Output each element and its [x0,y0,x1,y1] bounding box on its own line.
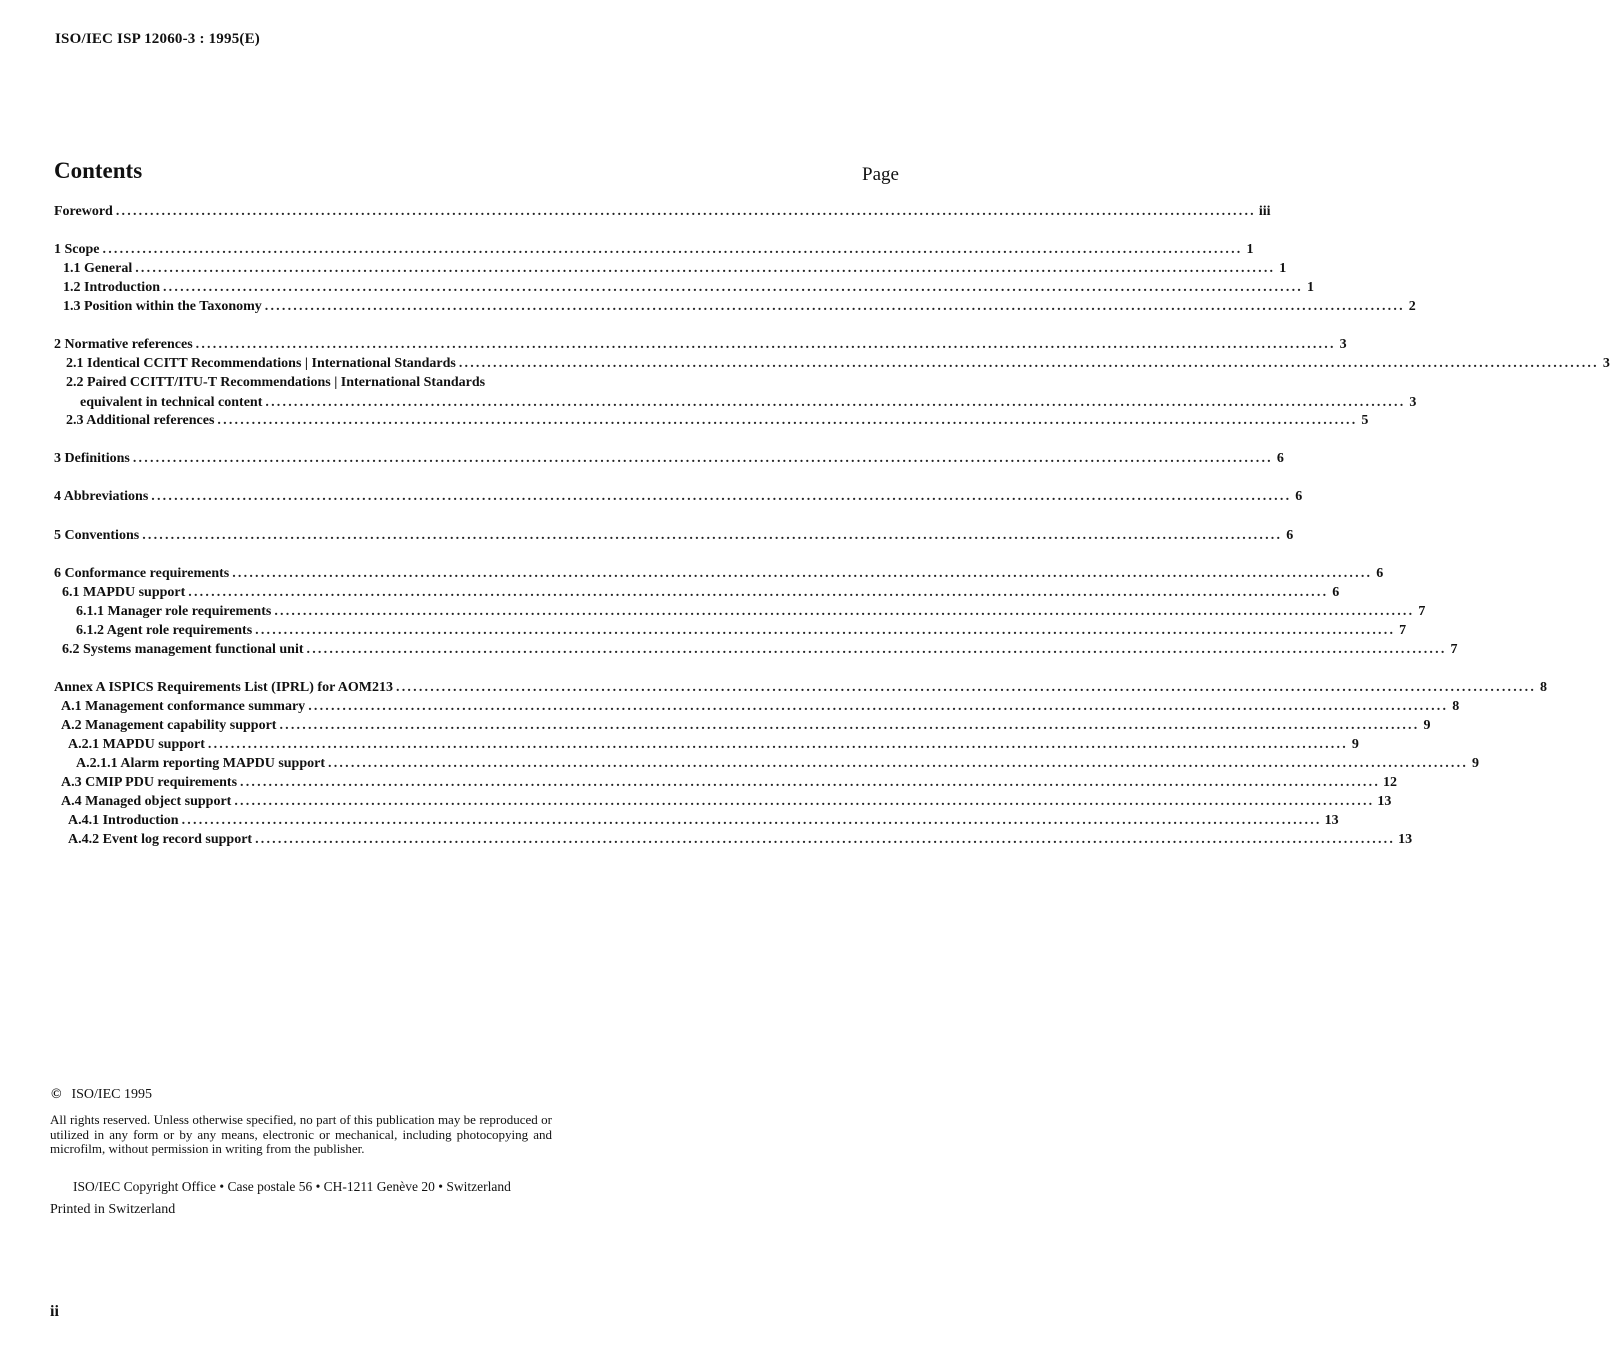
toc-entry-label: 6.1 MAPDU support [62,585,186,600]
toc-entry-page: 6 [1295,489,1303,504]
dot-leader: ........................................................................................................................................................................................................ [195,337,1336,352]
toc-entry-page: 1 [1306,280,1314,295]
dot-leader: ........................................................................................................................................................................................................ [265,395,1406,410]
toc-entry[interactable] [76,604,1426,623]
toc-entry-label: A.2.1.1 Alarm reporting MAPDU support [76,756,326,771]
dot-leader: ........................................................................................................................................................................................................ [188,585,1329,600]
toc-entry[interactable] [54,489,1303,508]
toc-entry-label: 3 Definitions [54,451,130,466]
dot-leader: ........................................................................................................................................................................................................ [181,813,1322,828]
toc-entry-page: 2 [1408,299,1416,314]
toc-entry[interactable] [68,737,1359,756]
toc-entry-page: 1 [1279,261,1287,276]
toc-entry[interactable] [54,566,1384,585]
toc-entry[interactable] [76,756,1480,775]
toc-entry[interactable] [54,451,1284,470]
toc-entry[interactable] [54,528,1294,547]
toc-entry[interactable] [54,680,1548,699]
toc-entry-label: A.2 Management capability support [61,718,277,733]
toc-entry-page: 9 [1351,737,1359,752]
toc-entry-page: 3 [1409,395,1417,410]
dot-leader: ........................................................................................................................................................................................................ [151,489,1292,504]
toc-entry-page: 9 [1472,756,1480,771]
toc-entry-label: A.1 Management conformance summary [61,699,306,714]
toc-entry[interactable] [76,623,1407,642]
toc-entry[interactable] [61,699,1460,718]
toc-entry[interactable] [54,242,1254,261]
toc-entry-label: 2 Normative references [54,337,193,352]
dot-leader: ........................................................................................................................................................................................................ [102,242,1243,257]
dot-leader: ........................................................................................................................................................................................................ [279,718,1420,733]
toc-entry-page: 7 [1418,604,1426,619]
toc-entry-label: 2.1 Identical CCITT Recommendations | International Standards [66,356,456,371]
dot-leader: ........................................................................................................................................................................................................ [240,775,1381,790]
toc-entry[interactable] [63,261,1287,280]
dot-leader: ........................................................................................................................................................................................................ [328,756,1469,771]
dot-leader: ........................................................................................................................................................................................................ [264,299,1405,314]
page-column-label: Page [862,164,899,185]
toc-entry[interactable] [66,375,898,394]
toc-entry-page: 6 [1376,566,1384,581]
toc-entry[interactable] [66,356,1610,375]
toc-entry[interactable] [62,585,1340,604]
dot-leader: ........................................................................................................................................................................................................ [132,451,1273,466]
toc-entry[interactable] [54,204,1271,223]
copyright-text: ISO/IEC 1995 [71,1087,152,1102]
toc-entry[interactable] [61,794,1392,813]
dot-leader: ........................................................................................................................................................................................................ [135,261,1276,276]
printed-in: Printed in Switzerland [50,1202,176,1217]
toc-entry-page: 13 [1324,813,1339,828]
toc-entry-label: equivalent in technical content [80,395,263,410]
toc-entry[interactable] [63,299,1416,318]
dot-leader: ........................................................................................................................................................................................................ [162,280,1303,295]
page-number: ii [50,1303,59,1320]
dot-leader: ........................................................................................................................................................................................................ [234,794,1375,809]
toc-entry-page: 1 [1246,242,1254,257]
toc-entry[interactable] [68,813,1339,832]
dot-leader: ........................................................................................................................................................................................................ [115,204,1256,219]
dot-leader: ........................................................................................................................................................................................................ [458,356,1599,371]
copyright-icon: © [51,1087,62,1102]
toc-entry[interactable] [61,718,1431,737]
toc-entry-page: 6 [1276,451,1284,466]
toc-entry-label: A.4.1 Introduction [68,813,179,828]
toc-entry-label: 2.2 Paired CCITT/ITU-T Recommendations | International Standards [66,375,486,390]
dot-leader: ........................................................................................................................................................................................................ [232,566,1373,581]
toc-entry-label: 4 Abbreviations [54,489,149,504]
toc-entry-label: A.4.2 Event log record support [68,832,253,847]
toc-entry-label: A.3 CMIP PDU requirements [61,775,238,790]
toc-entry-page: 12 [1383,775,1398,790]
dot-leader: ........................................................................................................................................................................................................ [396,680,1537,695]
toc-entry-label: 1.3 Position within the Taxonomy [63,299,262,314]
toc-entry-label: 1 Scope [54,242,100,257]
toc-entry[interactable] [63,280,1314,299]
dot-leader: ........................................................................................................................................................................................................ [308,699,1449,714]
copyright-office-address: ISO/IEC Copyright Office • Case postale 56 • CH-1211 Genève 20 • Switzerland [73,1179,511,1194]
toc-entry-page: 3 [1339,337,1347,352]
toc-entry-label: 1.2 Introduction [63,280,160,295]
document-id-header: ISO/IEC ISP 12060-3 : 1995(E) [55,31,260,47]
dot-leader: ........................................................................................................................................................................................................ [217,413,1358,428]
toc-entry[interactable] [62,642,1458,661]
toc-entry-label: Annex A ISPICS Requirements List (IPRL) for AOM213 [54,680,394,695]
rights-notice: All rights reserved. Unless otherwise specified, no part of this publication may be reproduced or utilized in any form or by any means, electronic or mechanical, including photocopying and microfilm, without permission in writing from the publisher. [50,1112,552,1156]
toc-entry-page: 13 [1398,832,1413,847]
toc-entry-label: 6.1.2 Agent role requirements [76,623,253,638]
toc-entry-label: 1.1 General [63,261,133,276]
toc-entry-page: 6 [1286,528,1294,543]
toc-entry-page: 8 [1452,699,1460,714]
toc-entry-label: 5 Conventions [54,528,140,543]
toc-entry-label: 6 Conformance requirements [54,566,230,581]
toc-entry[interactable] [61,775,1398,794]
dot-leader: ........................................................................................................................................................................................................ [306,642,1447,657]
copyright-line [51,1087,152,1103]
toc-entry-label: Foreword [54,204,113,219]
toc-entry[interactable] [66,413,1369,432]
toc-entry-page: 8 [1540,680,1548,695]
toc-entry[interactable] [54,337,1347,356]
toc-entry-page: 13 [1377,794,1392,809]
dot-leader: ........................................................................................................................................................................................................ [274,604,1415,619]
contents-title: Contents [54,158,143,183]
dot-leader: ........................................................................................................................................................................................................ [207,737,1348,752]
toc-entry-label: A.4 Managed object support [61,794,232,809]
toc-entry-label: 6.1.1 Manager role requirements [76,604,272,619]
toc-entry-page: 9 [1423,718,1431,733]
toc-entry[interactable] [80,395,1417,414]
toc-entry-label: A.2.1 MAPDU support [68,737,205,752]
toc-entry-page: 7 [1399,623,1407,638]
toc-entry-label: 6.2 Systems management functional unit [62,642,304,657]
toc-entry[interactable] [68,832,1413,851]
toc-entry-page: 6 [1332,585,1340,600]
dot-leader: ........................................................................................................................................................................................................ [142,528,1283,543]
toc-entry-page: iii [1258,204,1271,219]
toc-entry-page: 5 [1361,413,1369,428]
toc-entry-label: 2.3 Additional references [66,413,215,428]
dot-leader: ........................................................................................................................................................................................................ [255,832,1396,847]
toc-entry-page: 3 [1602,356,1610,371]
toc-entry-page: 7 [1450,642,1458,657]
dot-leader: ........................................................................................................................................................................................................ [255,623,1396,638]
